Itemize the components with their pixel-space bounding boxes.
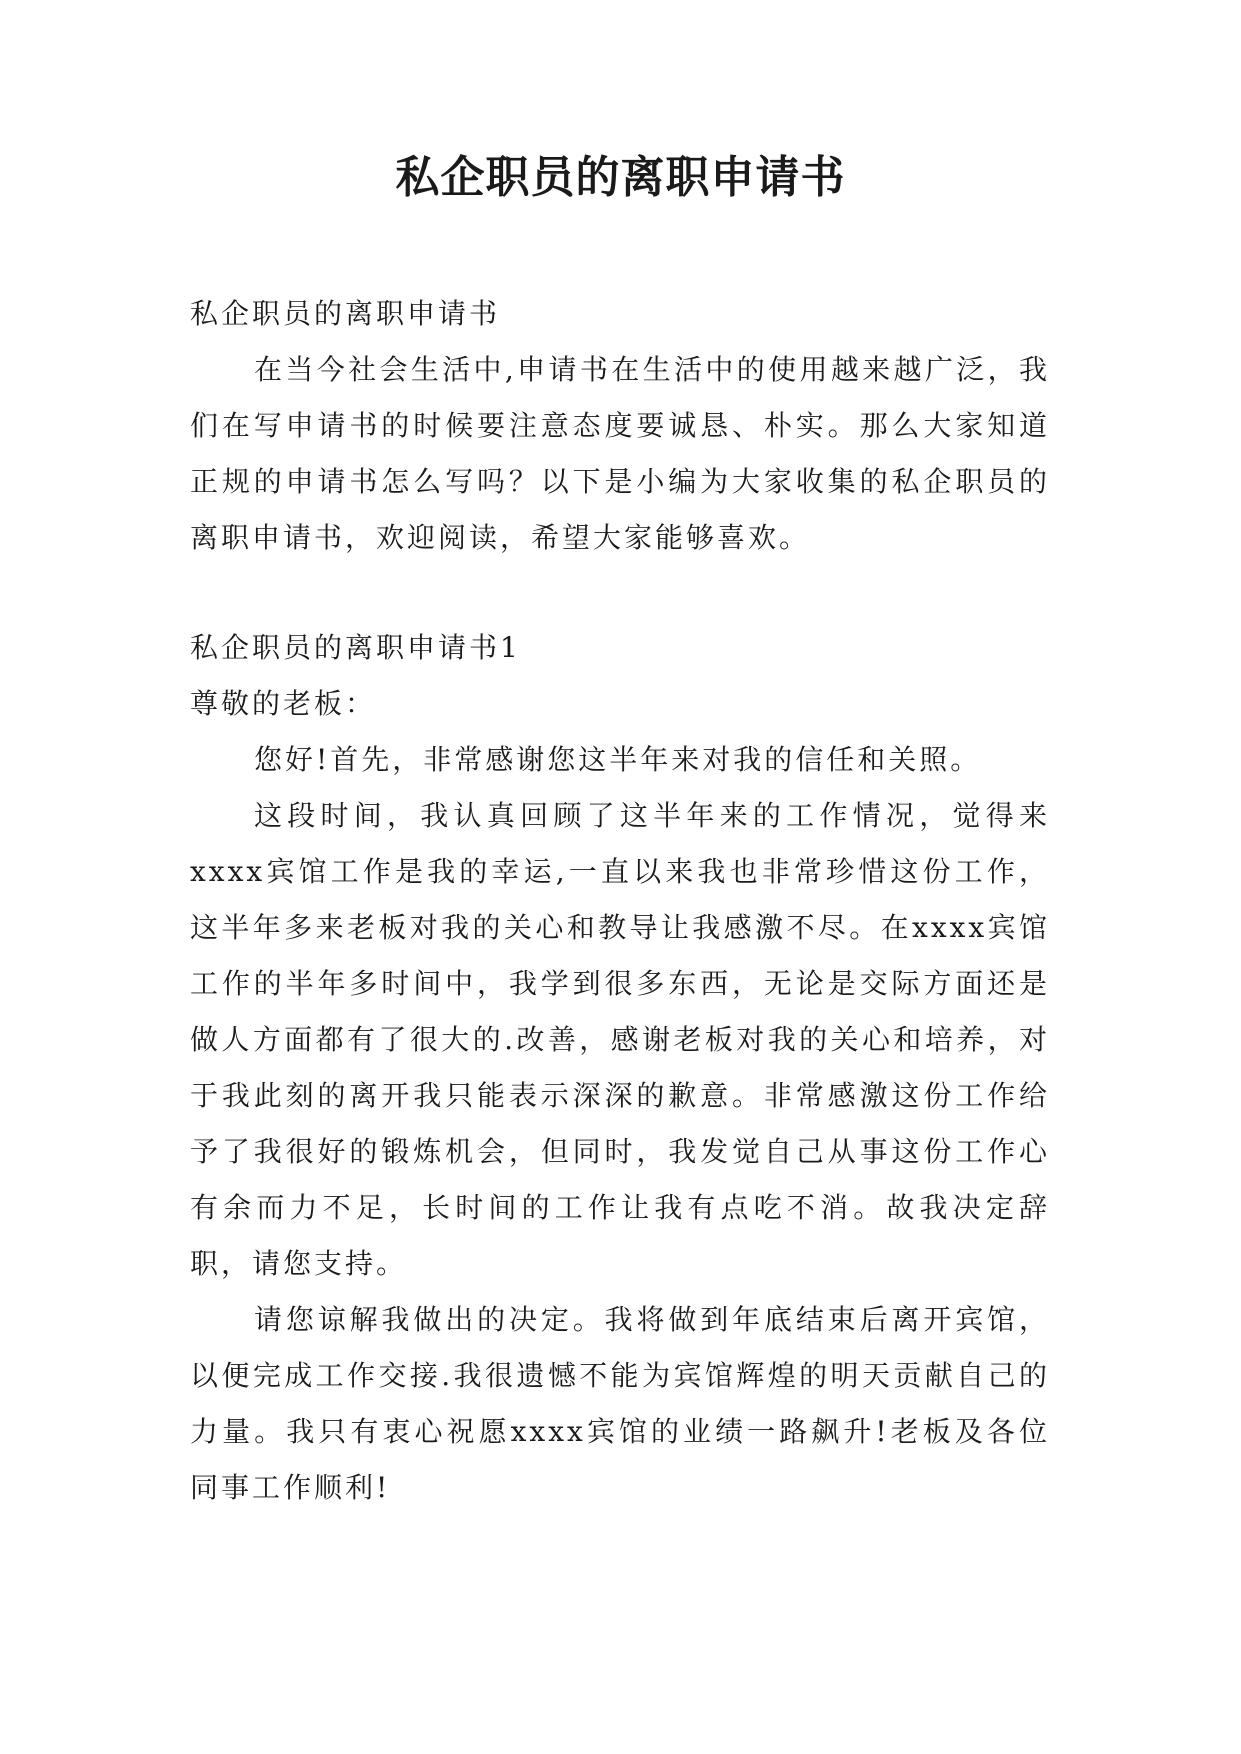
document-body [190,286,1050,1516]
document-title: 私企职员的离职申请书 [395,152,846,203]
intro-paragraph: 在当今社会生活中,申请书在生活中的使用越来越广泛，我们在写申请书的时候要注意态度要诚恳、朴实。那么大家知道正规的申请书怎么写吗？以下是小编为大家收集的私企职员的离职申请书，欢迎阅读，希望大家能够喜欢。 [190,353,1050,554]
body-paragraph: 您好!首先，非常感谢您这半年来对我的信任和关照。 [254,743,982,776]
salutation: 尊敬的老板： [190,687,377,720]
section-spacer [190,566,1050,620]
body-paragraph: 这段时间，我认真回顾了这半年来的工作情况，觉得来xxxx宾馆工作是我的幸运,一直以来我也非常珍惜这份工作，这半年多来老板对我的关心和教导让我感激不尽。在xxxx宾馆工作的半年多时间中，我学到很多东西，无论是交际方面还是做人方面都有了很大的.改善，感谢老板对我的关心和培养，对于我此刻的离开我只能表示深深的歉意。非常感激这份工作给予了我很好的锻炼机会，但同时，我发觉自己从事这份工作心有余而力不足，长时间的工作让我有点吃不消。故我决定辞职，请您支持。 [190,799,1050,1280]
document-subtitle: 私企职员的离职申请书 [190,297,501,330]
section-heading: 私企职员的离职申请书1 [190,631,521,664]
body-paragraph: 请您谅解我做出的决定。我将做到年底结束后离开宾馆，以便完成工作交接.我很遗憾不能为宾馆辉煌的明天贡献自己的力量。我只有衷心祝愿xxxx宾馆的业绩一路飙升!老板及各位同事工作顺利! [190,1303,1050,1504]
